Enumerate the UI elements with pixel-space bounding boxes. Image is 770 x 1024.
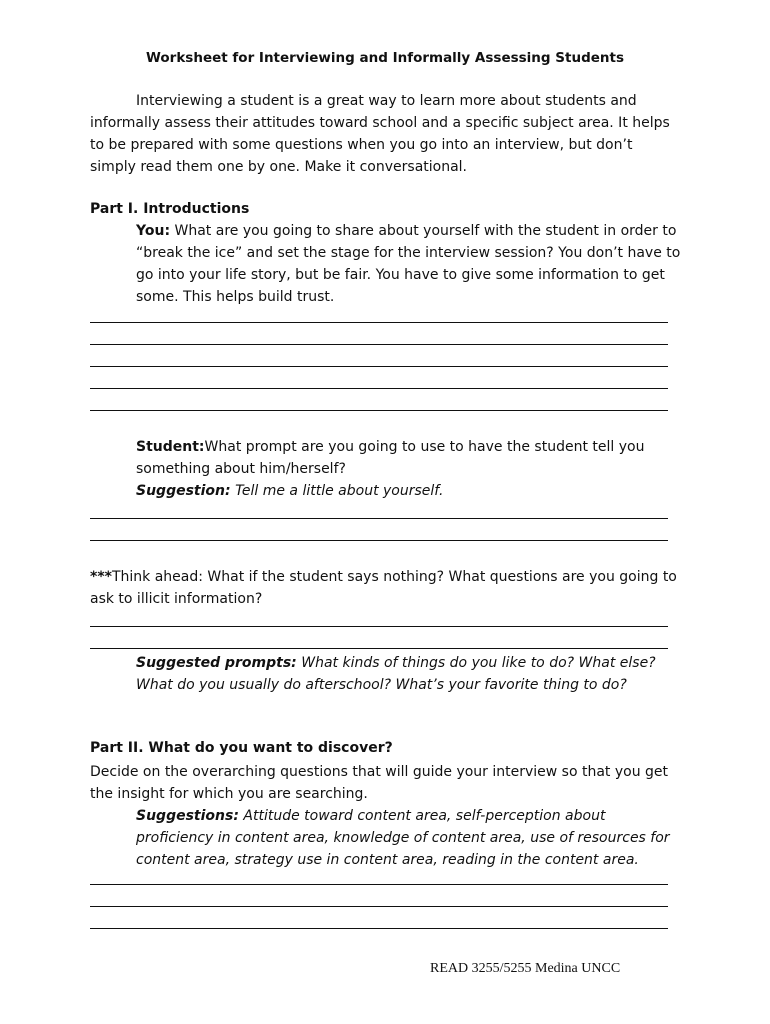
- answer-line[interactable]: [90, 626, 668, 627]
- suggestion-line: [136, 480, 681, 502]
- suggestions-label: Suggestions:: [136, 808, 239, 824]
- answer-line[interactable]: [90, 388, 668, 389]
- part2-paragraph: Decide on the overarching questions that will guide your interview so that you get the insight for which you are searching.: [90, 764, 669, 802]
- you-text: What are you going to share about yourself with the student in order to “break the ice” and set the stage for the interview session? You don’t have to go into your life story, but be fair. You have to give some information to get some. This helps build trust.: [136, 223, 681, 305]
- suggestion-text: Tell me a little about yourself.: [235, 483, 444, 499]
- part1-heading: Part I. Introductions: [90, 201, 250, 217]
- page-title: Worksheet for Interviewing and Informally Assessing Students: [145, 50, 624, 66]
- think-ahead-text: Think ahead: What if the student says nothing? What questions are you going to ask to illicit information?: [90, 569, 677, 607]
- answer-line[interactable]: [90, 906, 668, 907]
- answer-line[interactable]: [90, 518, 668, 519]
- student-text: What prompt are you going to use to have the student tell you something about him/herself?: [136, 439, 645, 477]
- think-ahead-marker: ***: [90, 569, 112, 585]
- answer-line[interactable]: [90, 928, 668, 929]
- suggestion-label: Suggestion:: [136, 483, 231, 499]
- suggested-prompts: [136, 652, 681, 696]
- suggested-prompts-label: Suggested prompts:: [136, 655, 297, 671]
- student-prompt: [136, 436, 681, 480]
- suggested-prompts-text: What kinds of things do you like to do? What else?What do you usually do afterschool? What’s your favorite thing to do?: [136, 655, 656, 693]
- you-prompt: [136, 220, 681, 308]
- suggestions-block: [136, 805, 681, 871]
- answer-line[interactable]: [90, 366, 668, 367]
- answer-line[interactable]: [90, 648, 668, 649]
- part2-heading: Part II. What do you want to discover?: [90, 740, 393, 756]
- page-footer: READ 3255/5255 Medina UNCC: [430, 961, 621, 976]
- think-ahead-paragraph: [90, 566, 680, 610]
- student-label: Student:: [136, 439, 205, 455]
- suggestions-text: Attitude toward content area, self-perception about proficiency in content area, knowledge of content area, use of resources for content area, strategy use in content area, reading in the content area.: [136, 808, 670, 868]
- answer-line[interactable]: [90, 322, 668, 323]
- answer-line[interactable]: [90, 344, 668, 345]
- you-label: You:: [136, 223, 171, 239]
- intro-paragraph: Interviewing a student is a great way to learn more about students and informally assess their attitudes toward school and a specific subject area. It helps to be prepared with some questions when you go into an interview, but don’t simply read them one by one. Make it conversational.: [90, 93, 670, 175]
- answer-line[interactable]: [90, 410, 668, 411]
- answer-line[interactable]: [90, 540, 668, 541]
- answer-line[interactable]: [90, 884, 668, 885]
